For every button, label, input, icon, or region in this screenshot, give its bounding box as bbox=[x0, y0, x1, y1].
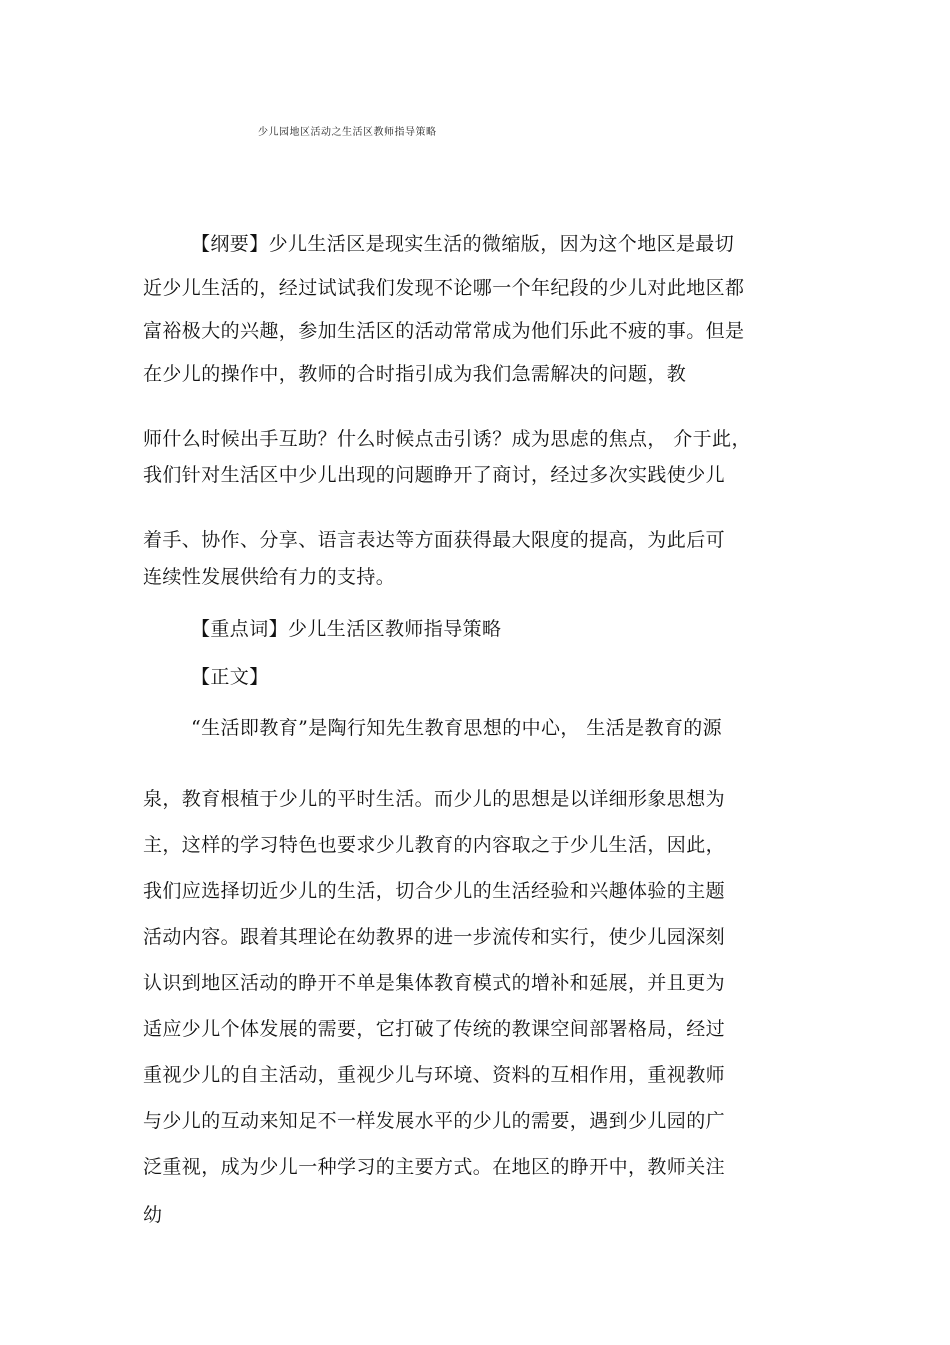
abstract-line: 连续性发展供给有力的支持。 bbox=[143, 566, 396, 588]
body-line: 认识到地区活动的睁开不单是集体教育模式的增补和延展，并且更为 bbox=[143, 972, 726, 994]
body-line: 泉，教育根植于少儿的平时生活。而少儿的思想是以详细形象思想为 bbox=[143, 788, 726, 810]
body-line: 我们应选择切近少儿的生活，切合少儿的生活经验和兴趣体验的主题 bbox=[143, 880, 726, 902]
abstract-line: 在少儿的操作中，教师的合时指引成为我们急需解决的问题，教 bbox=[143, 363, 687, 385]
page-header-title: 少儿园地区活动之生活区教师指导策略 bbox=[258, 127, 437, 138]
abstract-line: 【纲要】少儿生活区是现实生活的微缩版，因为这个地区是最切 bbox=[191, 233, 735, 255]
abstract-line: 师什么时候出手互助？什么时候点击引诱？成为思虑的焦点， 介于此， bbox=[143, 428, 751, 450]
body-line: 泛重视，成为少儿一种学习的主要方式。在地区的睁开中，教师关注 bbox=[143, 1156, 726, 1178]
body-line: 与少儿的互动来知足不一样发展水平的少儿的需要，遇到少儿园的广 bbox=[143, 1110, 726, 1132]
abstract-line: 富裕极大的兴趣，参加生活区的活动常常成为他们乐此不疲的事。但是 bbox=[143, 320, 745, 342]
body-line: “生活即教育”是陶行知先生教育思想的中心， 生活是教育的源 bbox=[191, 717, 723, 739]
body-line: 重视少儿的自主活动，重视少儿与环境、资料的互相作用，重视教师 bbox=[143, 1064, 726, 1086]
abstract-line: 近少儿生活的，经过试试我们发现不论哪一个年纪段的少儿对此地区都 bbox=[143, 277, 745, 299]
abstract-line: 我们针对生活区中少儿出现的问题睁开了商讨，经过多次实践使少儿 bbox=[143, 464, 726, 486]
keywords-line: 【重点词】少儿生活区教师指导策略 bbox=[191, 618, 502, 640]
abstract-line: 着手、协作、分享、语言表达等方面获得最大限度的提高，为此后可 bbox=[143, 529, 726, 551]
body-heading: 【正文】 bbox=[191, 666, 269, 688]
body-line: 活动内容。跟着其理论在幼教界的进一步流传和实行，使少儿园深刻 bbox=[143, 926, 726, 948]
body-line: 适应少儿个体发展的需要，它打破了传统的教课空间部署格局，经过 bbox=[143, 1018, 726, 1040]
body-line: 幼 bbox=[143, 1204, 163, 1226]
body-line: 主，这样的学习特色也要求少儿教育的内容取之于少儿生活，因此， bbox=[143, 834, 726, 856]
